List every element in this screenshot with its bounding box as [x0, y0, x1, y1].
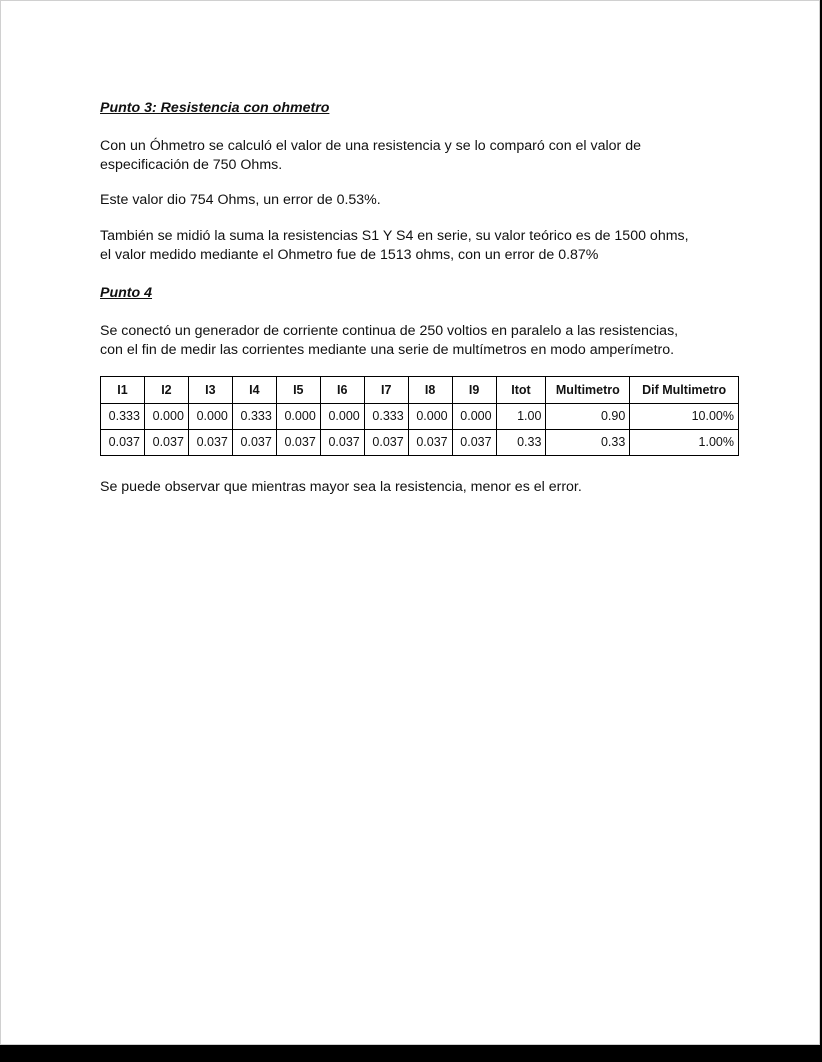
- page-content: [100, 99, 740, 497]
- header-cell-dif-multimetro: Dif Multimetro: [630, 377, 739, 404]
- table-cell: 0.037: [188, 430, 232, 456]
- header-cell-i1: I1: [101, 377, 145, 404]
- section-4-heading: Punto 4: [100, 285, 153, 301]
- header-cell-i8: I8: [408, 377, 452, 404]
- table-cell: 0.037: [408, 430, 452, 456]
- table-cell: 0.037: [452, 430, 496, 456]
- table-cell: 0.000: [276, 404, 320, 430]
- table-cell: 0.333: [364, 404, 408, 430]
- table-cell: 0.33: [546, 430, 630, 456]
- header-cell-i4: I4: [232, 377, 276, 404]
- table-cell: 0.90: [546, 404, 630, 430]
- section-3-paragraph-3-line-1: También se midió la suma la resistencias S1 Y S4 en serie, su valor teórico es de 1500 ohms,: [100, 228, 689, 244]
- header-cell-i3: I3: [188, 377, 232, 404]
- table-row: [101, 430, 739, 456]
- table-cell: 0.000: [320, 404, 364, 430]
- table-cell: 0.037: [364, 430, 408, 456]
- table-cell: 0.333: [232, 404, 276, 430]
- section-3-paragraph-2: Este valor dio 754 Ohms, un error de 0.53%.: [100, 192, 381, 208]
- section-4-paragraph-1-line-2: con el fin de medir las corrientes mediante una serie de multímetros en modo amperímetro.: [100, 342, 675, 358]
- section-3-paragraph-1-line-2: especificación de 750 Ohms.: [100, 157, 283, 173]
- table-cell: 0.000: [188, 404, 232, 430]
- section-3-paragraph-3-line-2: el valor medido mediante el Ohmetro fue de 1513 ohms, con un error de 0.87%: [100, 247, 599, 263]
- current-measurements-table: [100, 376, 739, 456]
- table-row: [101, 404, 739, 430]
- section-3-heading: Punto 3: Resistencia con ohmetro: [100, 100, 330, 116]
- table-cell: 0.33: [496, 430, 546, 456]
- header-cell-i5: I5: [276, 377, 320, 404]
- table-cell: 0.000: [408, 404, 452, 430]
- header-cell-i7: I7: [364, 377, 408, 404]
- table-cell: 0.000: [144, 404, 188, 430]
- section-3-paragraph-1-line-1: Con un Óhmetro se calculó el valor de una resistencia y se lo comparó con el valor de: [100, 138, 641, 154]
- table-cell: 0.333: [101, 404, 145, 430]
- table-cell: 0.037: [320, 430, 364, 456]
- header-cell-multimetro: Multimetro: [546, 377, 630, 404]
- header-cell-i9: I9: [452, 377, 496, 404]
- table-cell: 0.037: [144, 430, 188, 456]
- header-cell-i2: I2: [144, 377, 188, 404]
- table-cell: 0.037: [101, 430, 145, 456]
- table-cell: 1.00: [496, 404, 546, 430]
- table-cell: 10.00%: [630, 404, 739, 430]
- table-cell: 1.00%: [630, 430, 739, 456]
- conclusion-text: Se puede observar que mientras mayor sea la resistencia, menor es el error.: [100, 479, 582, 495]
- table-cell: 0.037: [232, 430, 276, 456]
- table-cell: 0.000: [452, 404, 496, 430]
- header-cell-i6: I6: [320, 377, 364, 404]
- section-4-paragraph-1-line-1: Se conectó un generador de corriente continua de 250 voltios en paralelo a las resistencias,: [100, 323, 679, 339]
- table-cell: 0.037: [276, 430, 320, 456]
- table-header-row: [101, 377, 739, 404]
- header-cell-itot: Itot: [496, 377, 546, 404]
